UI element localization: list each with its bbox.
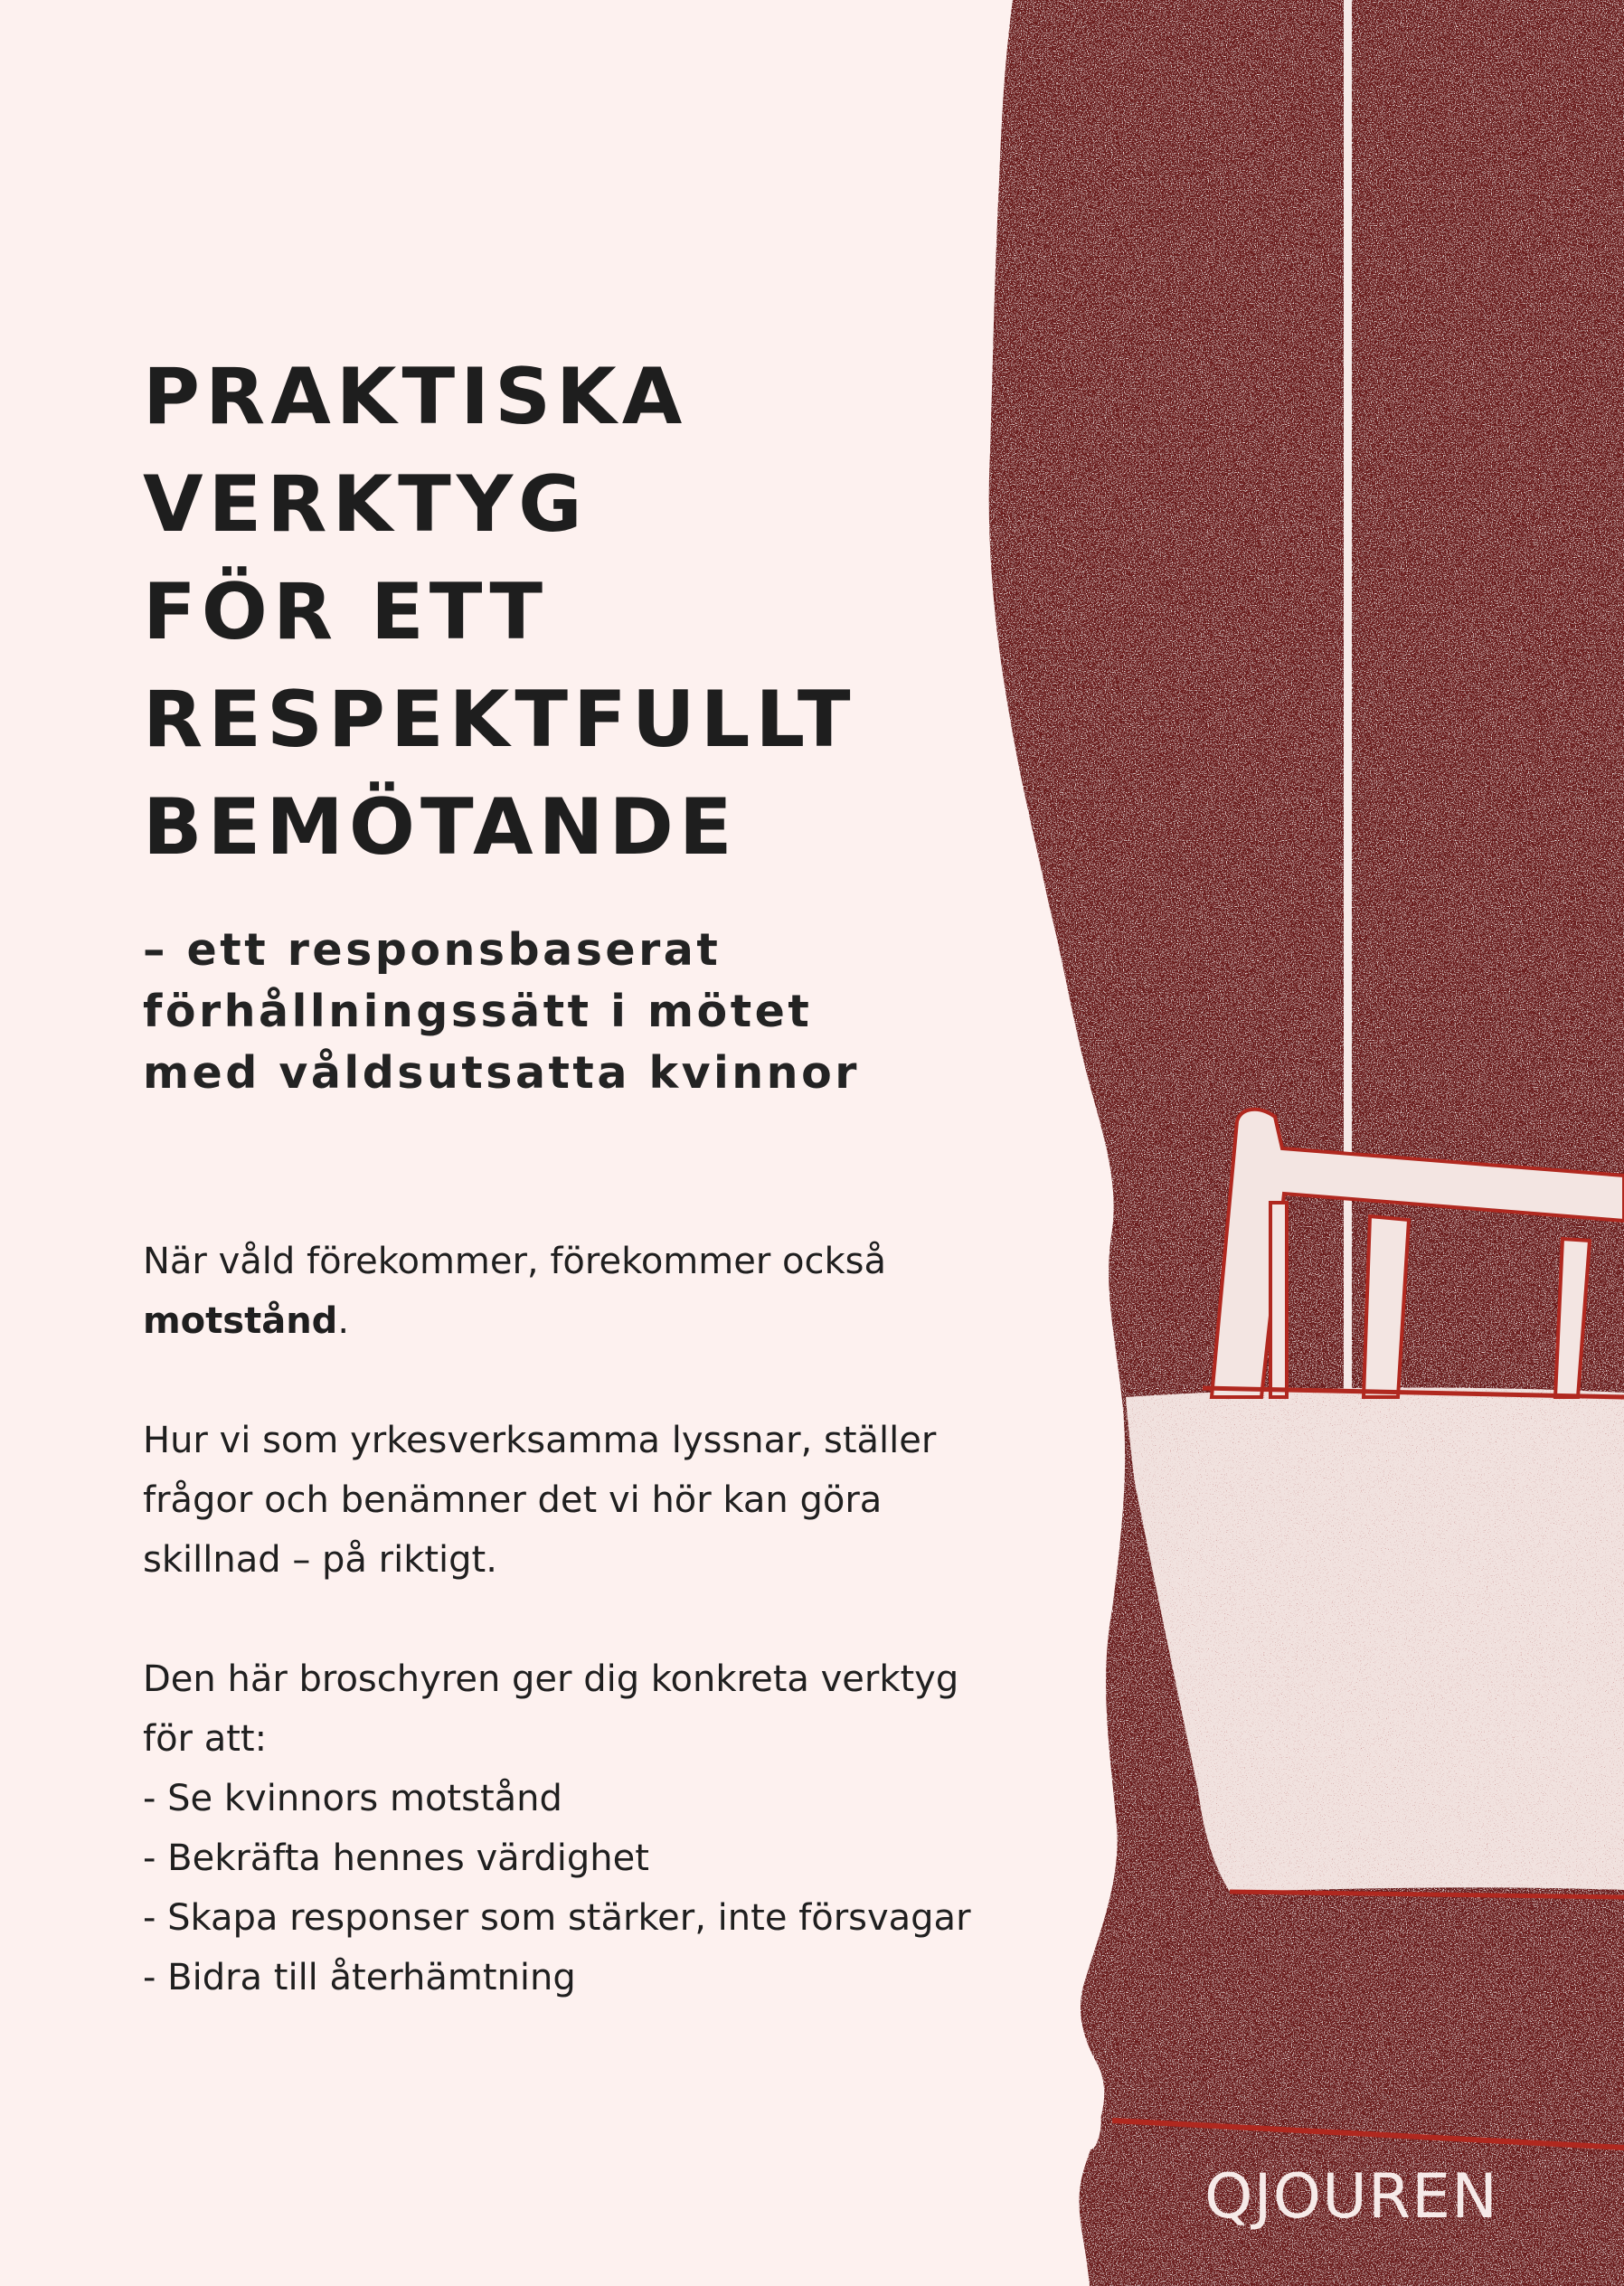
qjouren-logo: QJOUREN <box>1204 2161 1498 2233</box>
paragraph-line: Hur vi som yrkesverksamma lyssnar, ställer <box>143 1420 937 1461</box>
emphasis-word: motstånd <box>143 1300 338 1342</box>
body-text <box>143 1232 1047 2007</box>
paragraph-line: frågor och benämner det vi hör kan göra <box>143 1479 883 1521</box>
intro-line-2 <box>143 1291 1047 1351</box>
list-item: - Skapa responser som stärker, inte försvagar <box>143 1897 971 1939</box>
hand-shape <box>1080 2071 1101 2149</box>
silhouette-shape <box>989 0 1624 2286</box>
list-item: - Bekräfta hennes värdighet <box>143 1837 649 1879</box>
document-title <box>143 344 1047 882</box>
intro-paragraph <box>143 1232 1047 1351</box>
tools-section <box>143 1649 1047 2007</box>
paragraph-line: skillnad – på riktigt. <box>143 1539 497 1581</box>
paragraph-line: för att: <box>143 1718 268 1760</box>
subtitle-line: med våldsutsatta kvinnor <box>143 1047 860 1099</box>
title-line: VERKTYG <box>143 459 588 550</box>
title-line: RESPEKTFULLT <box>143 675 856 765</box>
subtitle-line: – ett responsbaserat <box>143 924 722 976</box>
list-item: - Bidra till återhämtning <box>143 1957 576 1998</box>
intro-punctuation: . <box>337 1300 350 1342</box>
document-subtitle <box>143 920 1047 1104</box>
paragraph-line: Den här broschyren ger dig konkreta verktyg <box>143 1658 959 1700</box>
subtitle-line: förhållningssätt i mötet <box>143 986 813 1037</box>
list-item: - Se kvinnors motstånd <box>143 1778 562 1819</box>
title-line: BEMÖTANDE <box>143 782 738 873</box>
professionals-paragraph <box>143 1411 1047 1590</box>
tools-list <box>143 1769 1047 2007</box>
title-line: FÖR ETT <box>143 567 549 657</box>
header-block <box>143 344 1047 1104</box>
title-line: PRAKTISKA <box>143 352 688 442</box>
intro-line: När våld förekommer, förekommer också <box>143 1241 886 1282</box>
